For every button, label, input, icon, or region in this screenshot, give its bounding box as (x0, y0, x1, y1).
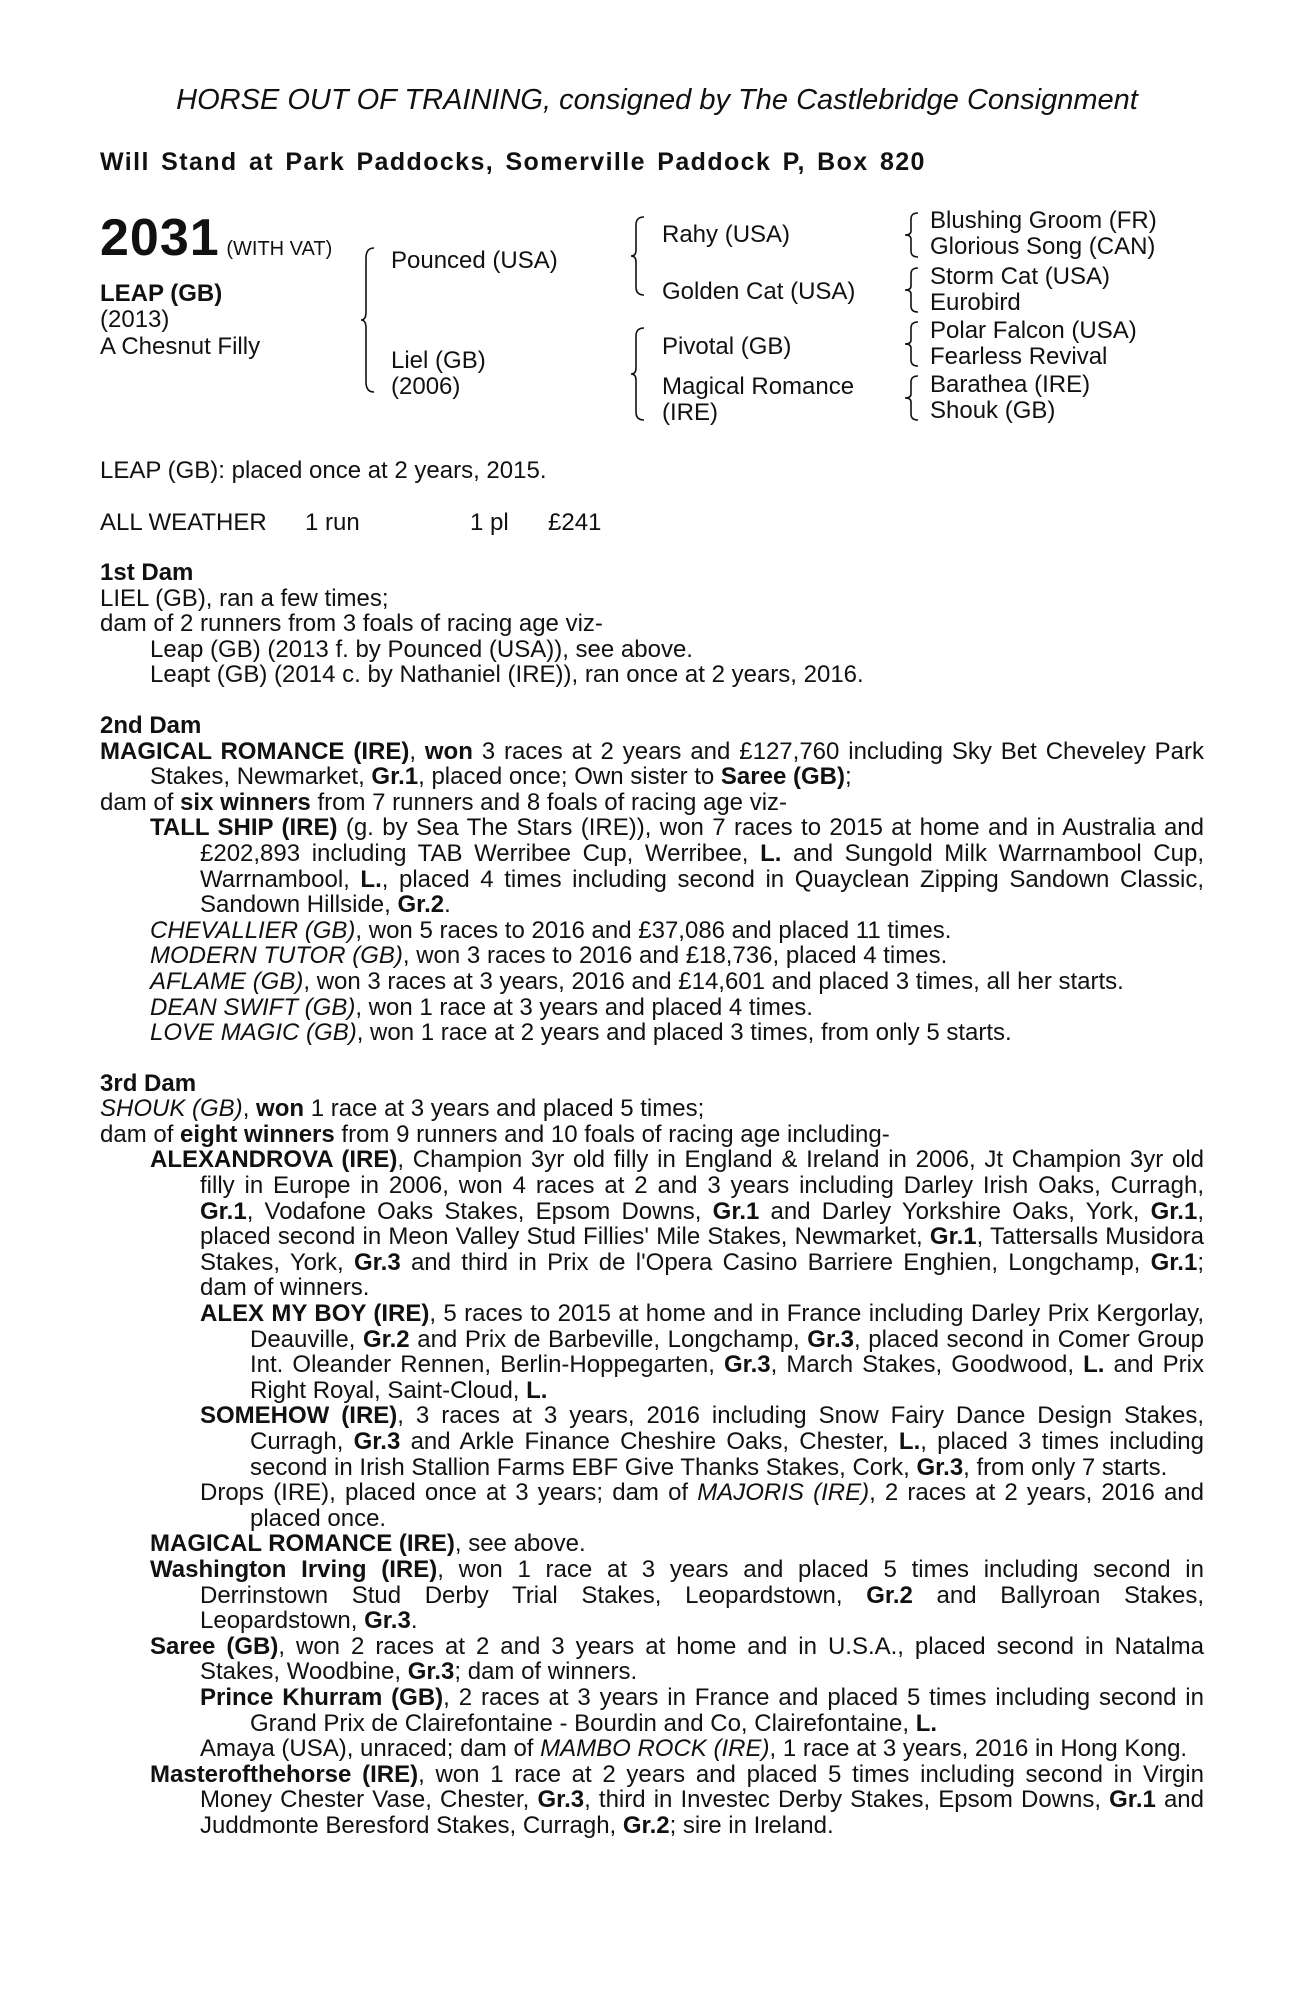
placed-summary: LEAP (GB): placed once at 2 years, 2015. (100, 457, 547, 484)
sire-line-brace (630, 215, 654, 297)
produce-item: Washington Irving (IRE), won 1 race at 3 years and placed 5 times including second in Derrinstown Stud Derby Trial Stakes, Leopardstown, Gr.2 and Ballyroan Stakes, Leopardstown, Gr.3. (150, 1555, 1204, 1635)
produce-item: Leapt (GB) (2014 c. by Nathaniel (IRE)), ran once at 2 years, 2016. (150, 661, 864, 689)
produce-item: DEAN SWIFT (GB), won 1 race at 3 years and placed 4 times. (150, 993, 813, 1021)
produce-item: ALEX MY BOY (IRE), 5 races to 2015 at home and in France including Darley Prix Kergorlay, Deauville, Gr.2 and Prix de Barbeville, Longchamp, Gr.3, placed second in Comer Group Int. Oleander Rennen, Berlin-Hoppegarten, Gr.3, March Stakes, Goodwood, L. and Prix Right Royal, Saint-Cloud, L. (200, 1300, 1204, 1404)
page-title: HORSE OUT OF TRAINING, consigned by The Castlebridge Consignment (176, 84, 1138, 116)
dam-line-brace (630, 326, 654, 422)
horse-name: DEAN SWIFT (GB) (150, 993, 356, 1021)
pedigree-g4: Eurobird (930, 289, 1021, 316)
horse-name: LEAP (GB) (100, 280, 223, 307)
horse-name: MAGICAL ROMANCE (IRE) (100, 737, 410, 765)
family-text (100, 560, 1204, 1839)
lot-heading (100, 209, 333, 267)
pedigree-g5: Polar Falcon (USA) (930, 317, 1137, 344)
gen3-brace-4 (904, 374, 926, 422)
horse-name: MAMBO ROCK (IRE) (540, 1735, 770, 1763)
horse-name: TALL SHIP (IRE) (150, 814, 338, 842)
first-dam-line: LIEL (GB), ran a few times; (100, 584, 389, 612)
produce-item: LOVE MAGIC (GB), won 1 race at 2 years and placed 3 times, from only 5 starts. (150, 1019, 1012, 1047)
produce-summary: dam of eight winners from 9 runners and 10 foals of racing age including- (100, 1120, 890, 1148)
record-label: ALL WEATHER (100, 509, 267, 536)
record-earnings: £241 (548, 509, 602, 536)
third-dam-title: 3rd Dam (100, 1069, 197, 1097)
produce-item: SOMEHOW (IRE), 3 races at 3 years, 2016 including Snow Fairy Dance Design Stakes, Curragh, Gr.3 and Arkle Finance Cheshire Oaks, Chester, L., placed 3 times including second in Irish Stallion Farms EBF Give Thanks Stakes, Cork, Gr.3, from only 7 starts. (200, 1402, 1205, 1481)
produce-item: Leap (GB) (2013 f. by Pounced (USA)), see above. (150, 635, 693, 663)
horse-name: Prince Khurram (GB) (200, 1683, 444, 1711)
horse-name: AFLAME (GB) (150, 967, 304, 995)
produce-summary: dam of six winners from 7 runners and 8 foals of racing age viz- (100, 788, 788, 816)
pedigree-dam-sire: Pivotal (GB) (662, 333, 792, 360)
vat-note: (WITH VAT) (226, 238, 333, 260)
produce-item: Saree (GB), won 2 races at 2 and 3 years at home and in U.S.A., placed second in Natalma Stakes, Woodbine, Gr.3; dam of winners. (150, 1632, 1205, 1686)
produce-item: MAGICAL ROMANCE (IRE), see above. (150, 1530, 586, 1558)
pedigree-dam: Liel (GB) (391, 347, 486, 374)
produce-item: MODERN TUTOR (GB), won 3 races to 2016 and £18,736, placed 4 times. (150, 942, 948, 970)
horse-name: ALEXANDROVA (IRE) (150, 1146, 398, 1174)
third-dam-entry: SHOUK (GB), won 1 race at 3 years and placed 5 times; (100, 1095, 705, 1123)
horse-description: A Chesnut Filly (100, 333, 261, 360)
horse-year: (2013) (100, 306, 170, 333)
produce-item: TALL SHIP (IRE) (g. by Sea The Stars (IRE)), won 7 races to 2015 at home and in Australia and £202,893 including TAB Werribee Cup, Werribee, L. and Sungold Milk Warrnambool Cup, Warrnambool, L., placed 4 times including second in Quayclean Zipping Sandown Classic, Sandown Hillside, Gr.2. (150, 814, 1205, 919)
produce-item: AFLAME (GB), won 3 races at 3 years, 2016 and £14,601 and placed 3 times, all her starts. (150, 967, 1124, 995)
pedigree-g8: Shouk (GB) (930, 397, 1056, 424)
first-dam-produce: dam of 2 runners from 3 foals of racing age viz- (100, 610, 603, 638)
pedigree-sire: Pounced (USA) (391, 247, 558, 274)
horse-name: Saree (GB) (720, 763, 845, 791)
pedigree-g2: Glorious Song (CAN) (930, 233, 1156, 260)
horse-name: MODERN TUTOR (GB) (150, 942, 403, 970)
third-dam-section (100, 1071, 1204, 1839)
pedigree-dam-dam: Magical Romance (662, 373, 855, 400)
horse-name: SHOUK (GB) (100, 1095, 243, 1123)
horse-name: CHEVALLIER (GB) (150, 916, 356, 944)
pedigree-g7: Barathea (IRE) (930, 371, 1091, 398)
second-dam-entry: MAGICAL ROMANCE (IRE), won 3 races at 2 years and £127,760 including Sky Bet Cheveley Park Stakes, Newmarket, Gr.1, placed once; Own sister to Saree (GB); (100, 737, 1204, 791)
produce-item: Prince Khurram (GB), 2 races at 3 years in France and placed 5 times including second in Grand Prix de Clairefontaine - Bourdin and Co, Clairefontaine, L. (200, 1683, 1204, 1737)
pedigree-g6: Fearless Revival (930, 343, 1108, 370)
pedigree-g3: Storm Cat (USA) (930, 263, 1111, 290)
produce-item: Masterofthehorse (IRE), won 1 race at 2 years and placed 5 times including second in Virgin Money Chester Vase, Chester, Gr.3, third in Investec Derby Stakes, Epsom Downs, Gr.1 and Juddmonte Beresford Stakes, Curragh, Gr.2; sire in Ireland. (150, 1760, 1204, 1839)
horse-name: Saree (GB) (150, 1632, 279, 1660)
gen3-brace-3 (904, 320, 926, 368)
stand-location: Will Stand at Park Paddocks, Somerville Paddock P, Box 820 (100, 148, 926, 176)
horse-name: SOMEHOW (IRE) (200, 1402, 398, 1430)
first-dam-title: 1st Dam (100, 559, 194, 586)
sire-dam-brace (360, 246, 384, 394)
horse-name: ALEX MY BOY (IRE) (200, 1300, 430, 1328)
record-placings: 1 pl (470, 509, 509, 536)
produce-item: CHEVALLIER (GB), won 5 races to 2016 and £37,086 and placed 11 times. (150, 916, 952, 944)
horse-name: MAGICAL ROMANCE (IRE) (150, 1530, 455, 1558)
second-dam-section (100, 713, 1204, 1046)
first-dam-section (100, 560, 1204, 688)
pedigree-sire-sire: Rahy (USA) (662, 221, 791, 248)
second-dam-title: 2nd Dam (100, 711, 202, 739)
lot-number: 2031 (100, 209, 220, 267)
gen3-brace-2 (904, 266, 926, 314)
pedigree-dam-dam-suffix: (IRE) (662, 399, 718, 426)
horse-name: LOVE MAGIC (GB) (150, 1019, 357, 1047)
pedigree-g1: Blushing Groom (FR) (930, 207, 1157, 234)
produce-item: Drops (IRE), placed once at 3 years; dam of MAJORIS (IRE), 2 races at 2 years, 2016 and placed once. (200, 1479, 1204, 1532)
produce-item: ALEXANDROVA (IRE), Champion 3yr old filly in England & Ireland in 2006, Jt Champion 3yr old filly in Europe in 2006, won 4 races at 2 and 3 years including Darley Irish Oaks, Curragh, Gr.1, Vodafone Oaks Stakes, Epsom Downs, Gr.1 and Darley Yorkshire Oaks, York, Gr.1, placed second in Meon Valley Stud Fillies' Mile Stakes, Newmarket, Gr.1, Tattersalls Musidora Stakes, York, Gr.3 and third in Prix de l'Opera Casino Barriere Enghien, Longchamp, Gr.1; dam of winners. (150, 1146, 1205, 1302)
pedigree-sire-dam: Golden Cat (USA) (662, 278, 856, 305)
record-runs: 1 run (305, 509, 360, 536)
horse-name: Masterofthehorse (IRE) (150, 1760, 419, 1788)
produce-item: Amaya (USA), unraced; dam of MAMBO ROCK (IRE), 1 race at 3 years, 2016 in Hong Kong. (200, 1735, 1188, 1763)
pedigree-dam-year: (2006) (391, 373, 461, 400)
horse-name: MAJORIS (IRE) (697, 1479, 870, 1507)
gen3-brace-1 (904, 211, 926, 259)
horse-name: Washington Irving (IRE) (150, 1555, 438, 1583)
